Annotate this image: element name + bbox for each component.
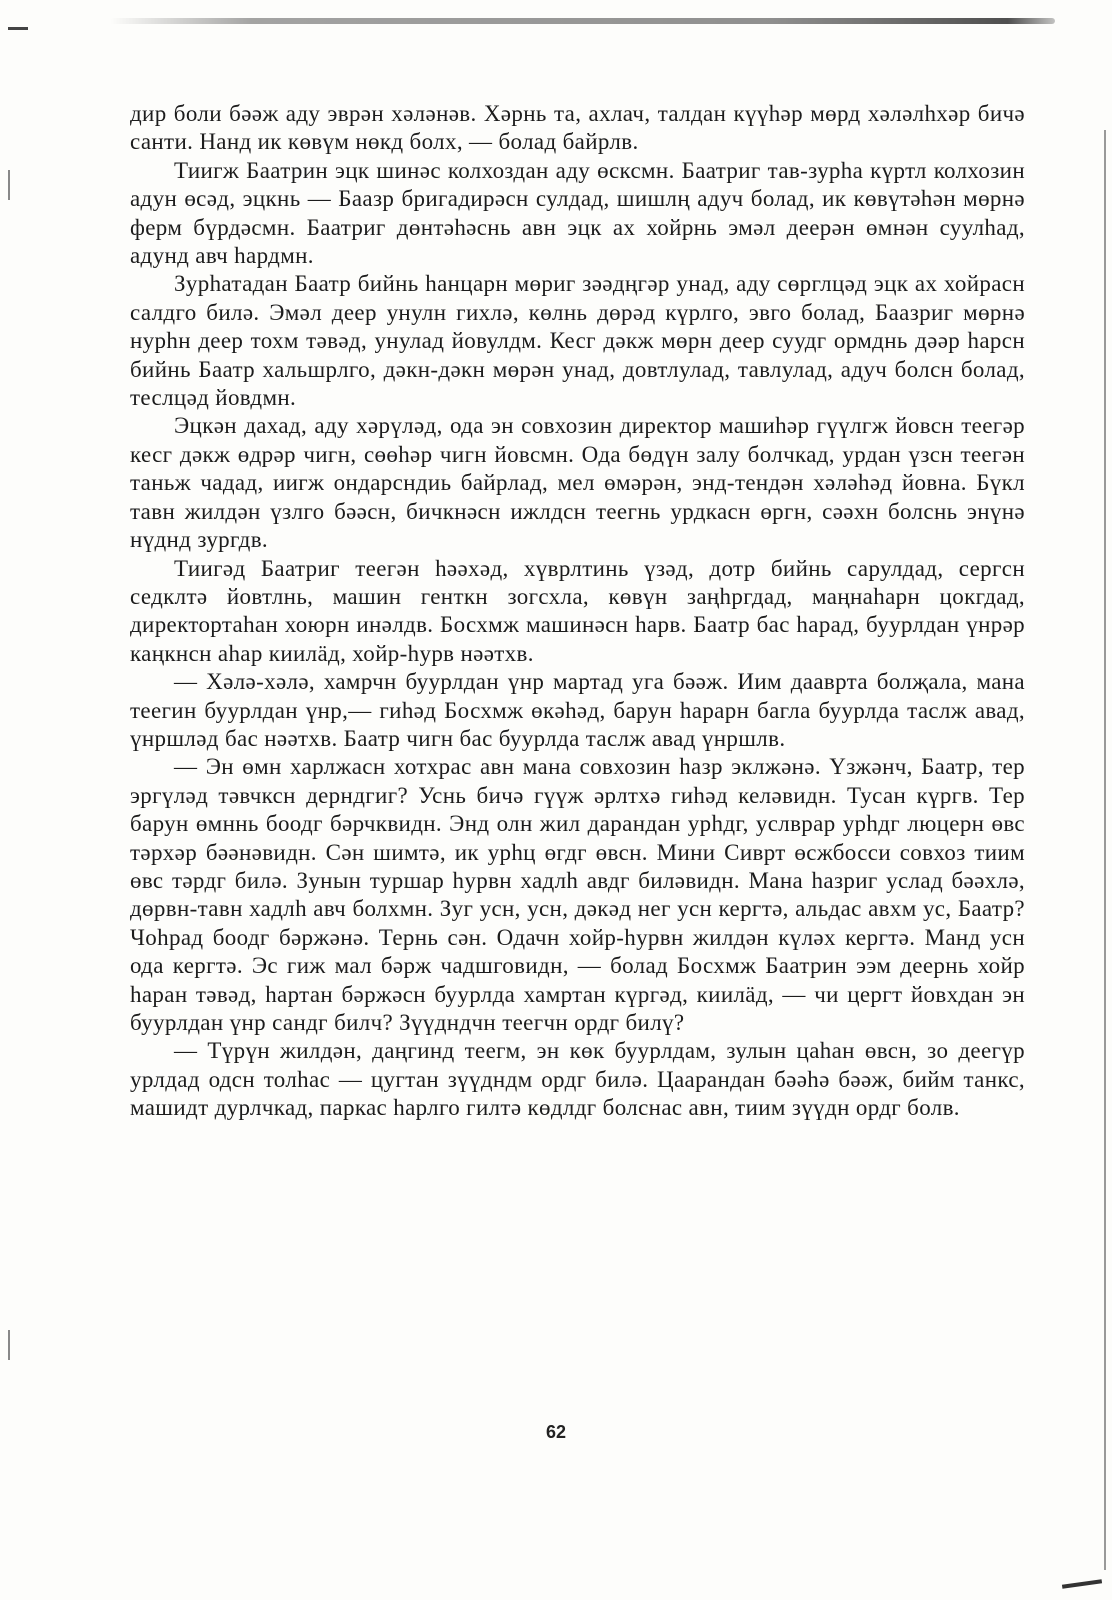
dialogue-paragraph: — Түрүн жилдән, даңгинд теегм, эн көк буурлдам, зулын цаһан өвсн, зо деегүр урлдад одсн толһас — цугтан зүүдндм ордг билә. Цаарандан бәәһә бәәж, бийм танкс, машидт дурлчкад, паркас һарлго гилтә көдлдг болснас авн, тиим зүүдн ордг болв. [130, 1038, 1025, 1121]
dialogue-paragraph: — Эн өмн харлжасн хотхрас авн мана совхозин һазр эклжәнә. Үзжәнч, Баатр, тер эргүләд тәвчксн дерндгиг? Уснь бичә гүүж әрлтхә гиһәд келәвидн. Тусан күргв. Тер барун өмннь боодг бәрчквидн. Энд олн жил дарандан урһдг, услврар урһдг люцерн өвс тәрхәр бәәнәвидн. Сән шимтә, ик урһц өгдг өвсн. Мини Сиврт өсжбосси совхоз тиим өвс тәрдг билә. Зунын туршар һурвн хадлһ авдг биләвидн. Мана һазриг услад бәәхлә, дөрвн-тавн хадлһ авч болхмн. Зуг усн, усн, дәкәд нег усн кергтә, альдас авхм ус, Баатр? Чоһрад боодг бәржәнә. Тернь сән. Одачн хойр-һурвн жилдән күләх кергтә. Манд усн ода кергтә. Эс гиж мал бәрж чадшговидн, — болад Босхмж Баатрин ээм деернь хойр һаран тәвәд, һартан бәржәсн буурлда хамртан күргәд, киилӓд, — чи цергт йовхдан эн буурлдан үнр сандг билч? Зүүдндчн теегчн ордг билү? [130, 754, 1025, 1035]
scan-left-edge-mark [8, 1330, 10, 1360]
dialogue-paragraph: — Хәлә-хәлә, хамрчн буурлдан үнр мартад уга бәәж. Иим дааврта болҗала, мана теегин буурлдан үнр,— гиһәд Босхмж өкәһәд, барун һарарн багла буурлда таслж авад, үнршләд бас нәәтхв. Баатр чигн бас буурлда таслж авад үнршлв. [130, 669, 1025, 751]
paragraph: Зурһатадан Баатр бийнь һанцарн мөриг зәәдңгәр унад, аду сөрглцәд эцк ах хойрасн салдго билә. Эмәл деер унулн гихлә, көлнь дөрәд күрлго, эвго болад, Баазриг мөрнә нурһн деер тохм тәвәд, унулад йовулдм. Кесг дәкж мөрн деер суудг ормднь дәәр һарсн бийнь Баатр хальшрлго, дәкн-дәкн мөрән унад, довтлулад, тавлулад, адуч болсн болад, теслцәд йовдмн. [130, 271, 1025, 411]
paragraph: дир боли бәәж аду эврән хәләнәв. Хәрнь та, ахлач, талдан күүһәр мөрд хәләлһхәр бичә санти. Нанд ик көвүм нөкд болх, — болад байрлв. [130, 101, 1025, 155]
scan-right-edge [1104, 130, 1106, 1570]
scan-top-shadow [110, 18, 1055, 24]
paragraph: Тиигәд Баатриг теегән һәәхәд, хүврлтинь үзәд, дотр бийнь сарулдад, сергсн седклтә йовтлнь, машин генткн зогсхла, көвүн заңһргдад, маңнаһарн цокгдад, директортаһан хоюрн инәлдв. Босхмж машинәсн һарв. Баатр бас һарад, буурлдан үнрәр каңкнсн аһар киилӓд, хойр-һурв нәәтхв. [130, 555, 1025, 666]
paragraph: Тиигж Баатрин эцк шинәс колхоздан аду өсксмн. Баатриг тав-зурһа күртл колхозин адун өсәд, эцкнь — Баазр бригадирәсн сулдад, шишлң адуч болад, ик көвүтәһән мөрнә ферм бүрдәсмн. Баатриг дөнтәһәснь авн эцк ах хойрнь эмәл деерән өмнән суулһад, адунд авч һардмн. [130, 157, 1025, 269]
body-text [130, 100, 1025, 1123]
page-number: 62 [545, 1422, 567, 1442]
paragraph: Эцкән дахад, аду хәрүләд, ода эн совхозин директор машиһәр гүүлгж йовсн теегәр кесг дәкж өдрәр чигн, сөөһәр чигн йовсмн. Ода бөдүн залу болчкад, урдан үзсн теегән таньж чадад, иигж ондарсндиь байрлад, мел өмәрән, энд-тендән хәләһәд йовна. Бүкл тавн жилдән үзлго бәәсн, бичкнәсн ижлдсн теегнь урдкасн өргн, сәәхн болснь энүнә нүднд зургдв. [130, 413, 1025, 553]
scan-corner-mark [8, 27, 28, 30]
scan-corner-mark [1062, 1579, 1102, 1589]
scan-left-edge-mark [8, 170, 10, 200]
